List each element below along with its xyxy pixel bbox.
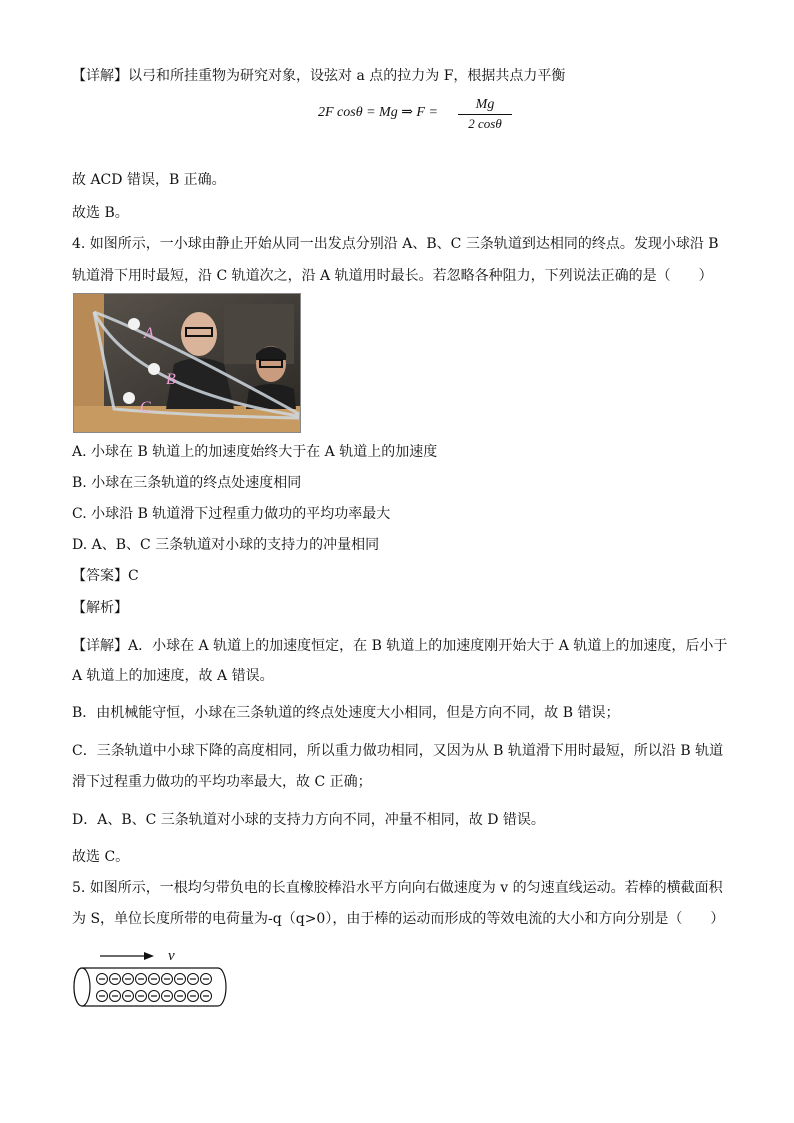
q4-detail-label: 【详解】 (72, 638, 128, 654)
q4-detail-line6: D．A、B、C 三条轨道对小球的支持力方向不同，冲量不相同，故 D 错误。 (72, 812, 545, 828)
q4-detail-line3: B．由机械能守恒，小球在三条轨道的终点处速度大小相同，但是方向不同，故 B 错误； (72, 705, 620, 721)
q4-detail-line4: C．三条轨道中小球下降的高度相同，所以重力做功相同，又因为从 B 轨道滑下用时最短，所以沿 B 轨道 (72, 743, 724, 759)
detail-text: 以弓和所挂重物为研究对象，设弦对 a 点的拉力为 F，根据共点力平衡 (128, 68, 566, 84)
velocity-arrowhead (144, 952, 154, 960)
q4-answer (72, 566, 139, 586)
answer-label: 【答案】 (72, 568, 128, 584)
q4-figure-photo (73, 293, 301, 433)
q4-option-c: C. 小球沿 B 轨道滑下过程重力做功的平均功率最大 (72, 506, 391, 522)
formula-lhs: 2F cosθ = Mg ⇒ F = (318, 105, 438, 120)
q4-option-d: D. A、B、C 三条轨道对小球的支持力的冲量相同 (72, 537, 380, 553)
prev-choice: 故选 B。 (72, 205, 129, 221)
velocity-label: v (168, 948, 175, 964)
analysis-label: 【解析】 (72, 600, 128, 616)
q4-stem-line1: 4. 如图所示，一小球由静止开始从同一出发点分别沿 A、B、C 三条轨道到达相同的终点。发现小球沿 B (72, 236, 719, 252)
q4-detail-line5: 滑下过程重力做功的平均功率最大，故 C 正确； (72, 774, 372, 790)
q4-final: 故选 C。 (72, 849, 130, 865)
equilibrium-formula (318, 96, 538, 136)
track-photo-illustration (74, 294, 300, 432)
prev-conclusion: 故 ACD 错误，B 正确。 (72, 172, 226, 188)
q5-stem-line2: 为 S，单位长度所带的电荷量为-q（q>0），由于棒的运动而形成的等效电流的大小和方向分别是（ ） (72, 911, 725, 927)
q5-rod-figure (72, 940, 232, 1010)
formula-fraction (458, 96, 512, 133)
charged-rod-diagram (72, 940, 232, 1010)
prev-detail-line (72, 66, 565, 86)
label-b: B (166, 371, 176, 388)
answer-value: C (128, 568, 139, 584)
label-c: C (140, 399, 151, 416)
label-a: A (144, 325, 154, 342)
q4-stem-line2: 轨道滑下用时最短，沿 C 轨道次之，沿 A 轨道用时最长。若忽略各种阻力，下列说法正确的是（ ） (72, 268, 713, 284)
ball-a (128, 318, 140, 330)
q5-stem-line1: 5. 如图所示，一根均匀带负电的长直橡胶棒沿水平方向向右做速度为 v 的匀速直线运动。若棒的横截面积 (72, 880, 723, 896)
q4-detail-line2: A 轨道上的加速度，故 A 错误。 (72, 668, 274, 684)
ball-b (148, 363, 160, 375)
q4-option-b: B. 小球在三条轨道的终点处速度相同 (72, 475, 302, 491)
detail-label: 【详解】 (72, 68, 128, 84)
ball-c (123, 392, 135, 404)
formula-denominator: 2 cosθ (468, 116, 502, 131)
q4-detail-line1 (72, 636, 727, 656)
q4-option-a: A. 小球在 B 轨道上的加速度始终大于在 A 轨道上的加速度 (72, 444, 438, 460)
q4-detail-text: A．小球在 A 轨道上的加速度恒定，在 B 轨道上的加速度刚开始大于 A 轨道上的加速度，后小于 (128, 638, 728, 654)
formula-numerator: Mg (458, 96, 512, 115)
rod-end (74, 968, 90, 1006)
